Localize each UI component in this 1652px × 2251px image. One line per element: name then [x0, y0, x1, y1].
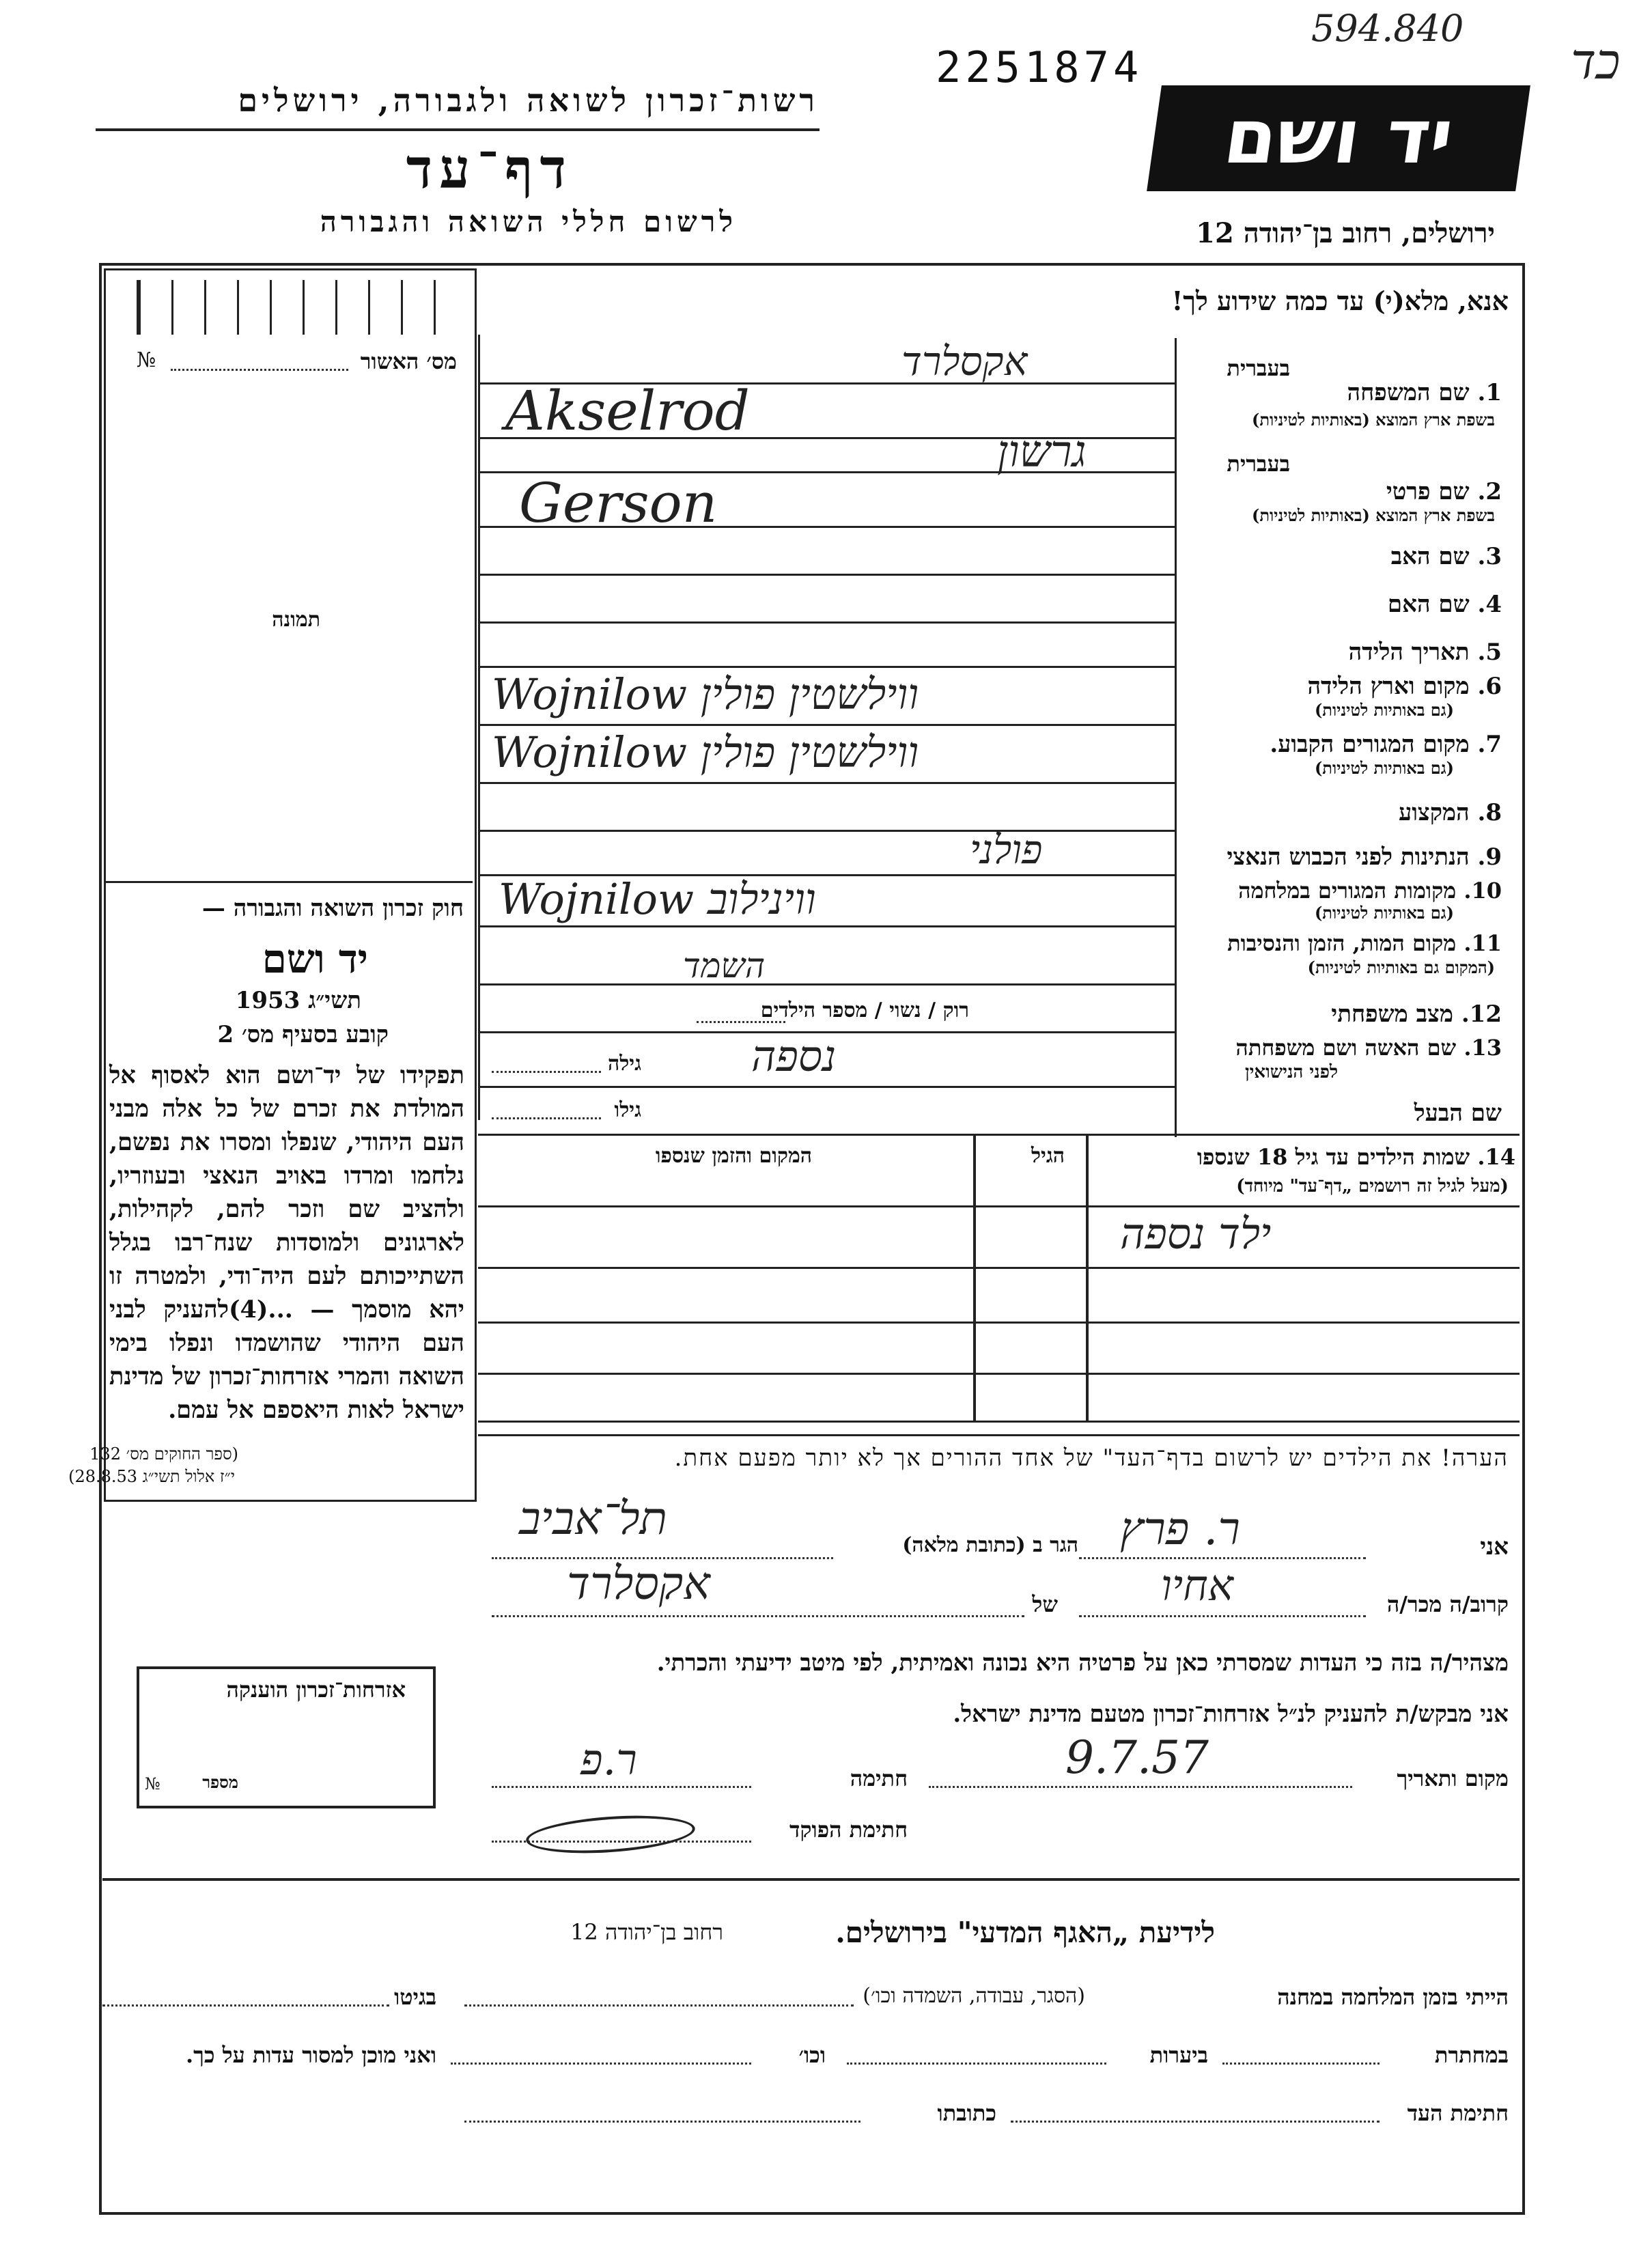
- children-sub: (מעל לגיל זה רושמים „דף־עד" מיוחד): [1236, 1176, 1509, 1197]
- note-separator: [478, 1434, 1520, 1436]
- children-row-4: [478, 1373, 1520, 1375]
- authority-title: רשות־זכרון לשואה ולגבורה, ירושלים: [238, 82, 819, 119]
- footer-forests-field[interactable]: [847, 2063, 1106, 2065]
- field-1-label: 1. שם המשפחה: [1347, 379, 1502, 406]
- field-13-label: 13. שם האשה ושם משפחתה: [1235, 1035, 1502, 1061]
- field-2-tag: בעברית: [1227, 451, 1290, 477]
- field-10-sub: (גם באותיות לטיניות): [1314, 903, 1454, 923]
- relative-label: קרוב/ה מכר/ה: [1386, 1591, 1509, 1617]
- footer-ghetto-field[interactable]: [102, 2004, 389, 2007]
- children-col-age: הגיל: [1031, 1144, 1065, 1168]
- corner-mark: כד: [1571, 33, 1621, 90]
- field-7-label: 7. מקום המגורים הקבוע.: [1270, 731, 1502, 758]
- field-1-tag: בעברית: [1227, 355, 1290, 381]
- footer-underground-field[interactable]: [1222, 2063, 1380, 2065]
- declarant-i-label: אני: [1480, 1533, 1509, 1561]
- wife-age-label: גילה: [607, 1052, 641, 1076]
- row-6: [478, 724, 1175, 726]
- marital-field[interactable]: [697, 1021, 785, 1023]
- authority-underline: [96, 128, 820, 131]
- field-9-label: 9. הנתינות לפני הכבוש הנאצי: [1227, 843, 1502, 871]
- footer-witness-address-label: כתובתו: [937, 2100, 996, 2126]
- signature-field[interactable]: [492, 1786, 751, 1788]
- label-column-divider: [1175, 338, 1177, 1137]
- declarant-resident-label: הגר ב (כתובת מלאה): [902, 1533, 1078, 1557]
- relation-field[interactable]: [1079, 1615, 1366, 1617]
- intro-text: אנא, מלא(י) עד כמה שידוע לך!: [1171, 285, 1509, 316]
- footer-camp-field[interactable]: [464, 2004, 854, 2007]
- of-field[interactable]: [492, 1615, 1024, 1617]
- children-col-place: המקום והזמן שנספו: [655, 1144, 812, 1168]
- row-7: [478, 782, 1175, 784]
- field-6-label: 6. מקום וארץ הלידה: [1307, 673, 1502, 700]
- footer-witness-address-field[interactable]: [464, 2121, 860, 2123]
- field-1-sub: בשפת ארץ המוצא (באותיות לטיניות): [1252, 410, 1495, 430]
- footer-witness-signature-field[interactable]: [1011, 2121, 1380, 2123]
- field-11-sub: (המקום גם באותיות לטיניות): [1307, 957, 1495, 977]
- children-row-5: [478, 1421, 1520, 1423]
- footer-address: רחוב בן־יהודה 12: [570, 1919, 723, 1945]
- form-title: דף־עד: [406, 137, 573, 201]
- field-5-label: 5. תאריך הלידה: [1348, 639, 1502, 666]
- surname-hebrew-value[interactable]: אקסלרד: [901, 338, 1028, 385]
- row-5: [478, 666, 1175, 668]
- children-col-divider-2: [973, 1134, 976, 1421]
- surname-latin-value[interactable]: Akselrod: [505, 379, 750, 443]
- corner-number: 594.840: [1311, 7, 1464, 50]
- approval-stamp-boxes: [137, 280, 460, 335]
- request-text: אני מבקש/ת להעניק לנ״ל אזרחות־זכרון מטעם מדינת ישראל.: [953, 1701, 1509, 1728]
- place-date-field[interactable]: [929, 1786, 1352, 1788]
- field-4-label: 4. שם האם: [1387, 591, 1502, 618]
- officer-signature-label: חתימת הפוקד: [789, 1817, 908, 1843]
- children-label: 14. שמות הילדים עד גיל 18 שנספו: [1196, 1144, 1515, 1170]
- field-13-sub: לפני הנישואין: [1244, 1062, 1338, 1082]
- citizenship-title: אזרחות־זכרון הוענקה: [226, 1677, 406, 1703]
- residence-value[interactable]: ווילשטין פולין Wojnilow: [492, 727, 919, 777]
- death-place-value[interactable]: השמד: [683, 946, 766, 985]
- footer-camp-types: (הסגר, עבודה, השמדה וכו׳): [863, 1984, 1085, 2008]
- footer-camp-label: הייתי בזמן המלחמה במחנה: [1277, 1984, 1509, 2010]
- children-row-2: [478, 1267, 1520, 1269]
- footer-heading: לידיעת „האגף המדעי" בירושלים.: [835, 1916, 1215, 1949]
- serial-number: 2251874: [936, 42, 1143, 92]
- footer-testimony-text: ואני מוכן למסור עדות על כך.: [185, 2042, 436, 2068]
- wife-age-field[interactable]: [492, 1071, 601, 1073]
- law-year: תשי״ג 1953: [235, 987, 361, 1014]
- approval-no-sign: №: [137, 348, 156, 372]
- field-3-label: 3. שם האב: [1390, 543, 1502, 570]
- signature-label: חתימה: [850, 1765, 908, 1791]
- footer-etc-label: וכו׳: [798, 2042, 826, 2068]
- of-label: של: [1032, 1591, 1058, 1617]
- approval-number-label: מס׳ האשור: [360, 348, 457, 374]
- of-value[interactable]: אקסלרד: [567, 1557, 710, 1610]
- husband-age-label: גילו: [614, 1098, 641, 1122]
- footer-separator: [102, 1878, 1520, 1881]
- children-row-3: [478, 1322, 1520, 1324]
- law-reference-1: (ספר החוקים מס׳ 132: [89, 1444, 238, 1464]
- field-2-label: 2. שם פרטי: [1386, 478, 1502, 505]
- footer-forests-label: ביערות: [1149, 2042, 1208, 2068]
- nationality-value[interactable]: פולני: [970, 826, 1043, 873]
- footer-underground-label: במחתרת: [1434, 2042, 1509, 2068]
- field-6-sub: (גם באותיות לטיניות): [1314, 700, 1454, 720]
- children-row-1: [478, 1205, 1520, 1207]
- field-8-label: 8. המקצוע: [1398, 799, 1502, 826]
- citizenship-no-sign: №: [145, 1774, 160, 1793]
- field-7-sub: (גם באותיות לטיניות): [1314, 758, 1454, 778]
- law-clause: קובע בסעיף מס׳ 2: [217, 1021, 389, 1048]
- footer-ghetto-label: בגיטו: [394, 1984, 436, 2010]
- child-name-value[interactable]: ילד נספה: [1120, 1209, 1272, 1259]
- approval-number-field[interactable]: [171, 369, 348, 371]
- yad-vashem-logo: [1147, 85, 1530, 191]
- field-husband-label: שם הבעל: [1414, 1100, 1502, 1127]
- form-subtitle: לרשום חללי השואה והגבורה: [320, 205, 737, 238]
- firstname-latin-value[interactable]: Gerson: [519, 471, 718, 535]
- row-8: [478, 830, 1175, 832]
- row-4: [478, 621, 1175, 624]
- row-10: [478, 925, 1175, 927]
- law-name: יד ושם: [262, 936, 368, 982]
- row-13: [478, 1086, 1175, 1088]
- declaration-text: מצהיר/ה בזה כי העדות שמסרתי כאן על פרטיה היא נכונה ואמיתית, לפי מיטב ידיעתי והכרתי.: [656, 1649, 1509, 1677]
- field-12-label: 12. מצב משפחתי: [1331, 1001, 1502, 1028]
- birthplace-value[interactable]: ווילשטין פולין Wojnilow: [492, 669, 919, 719]
- citizenship-number-label: מספר: [202, 1772, 238, 1792]
- logo-text: יד ושם: [1218, 93, 1459, 180]
- row-11: [478, 983, 1175, 985]
- declarant-name-field[interactable]: [1079, 1557, 1366, 1559]
- relation-value[interactable]: אחיו: [1161, 1561, 1234, 1610]
- footer-witness-signature-label: חתימת העד: [1407, 2100, 1509, 2126]
- firstname-hebrew-value[interactable]: גרשון: [997, 427, 1087, 477]
- wartime-residence-value[interactable]: ווינילוב Wojnilow: [499, 874, 816, 924]
- place-date-label: מקום ותאריך: [1397, 1765, 1509, 1791]
- children-col-divider-1: [1086, 1134, 1089, 1421]
- date-value[interactable]: 9.7.57: [1065, 1731, 1209, 1784]
- row-3: [478, 574, 1175, 576]
- header-address: ירושלים, רחוב בן־יהודה 12: [1196, 217, 1495, 249]
- signature-value[interactable]: ר.פ: [580, 1735, 637, 1785]
- footer-etc-field[interactable]: [451, 2063, 751, 2065]
- note-text: הערה! את הילדים יש לרשום בדף־העד" של אחד ההורים אך לא יותר מפעם אחת.: [674, 1444, 1509, 1472]
- field-2-sub: בשפת ארץ המוצא (באותיות לטיניות): [1252, 505, 1495, 525]
- marital-options: רוק / נשוי / מספר הילדים: [760, 998, 969, 1022]
- law-title: חוק זכרון השואה והגבורה —: [201, 895, 464, 922]
- photo-area-bottom: [106, 881, 473, 883]
- declarant-address-value[interactable]: תל־אביב: [519, 1492, 667, 1545]
- declarant-name-value[interactable]: ר. פרץ: [1120, 1502, 1240, 1555]
- row-14: [478, 1134, 1520, 1136]
- wife-name-value[interactable]: נספה: [751, 1031, 837, 1081]
- field-11-label: 11. מקום המות, הזמן והנסיבות: [1227, 930, 1502, 956]
- husband-age-field[interactable]: [492, 1117, 601, 1119]
- law-reference-2: י״ז אלול תשי״ג 28.8.53): [68, 1467, 235, 1486]
- law-text: תפקידו של יד־ושם הוא לאסוף אל המולדת את זכרם של כל אלה מבני העם היהודי, שנפלו ומסרו את נפשם, נלחמו ומרדו באויב הנאצי ובעוזריו, ולהציב שם וזכר להם, לקהילות, לארגונים ולמוסדות שנח־רבו בגלל השתייכותם לעם היה־ודי, ולמטרה זו יהא מוסמך — ...(4)להעניק לבני העם היהודי שהושמדו ונפלו בימי השואה והמרי אזרחות־זכרון של מדינת ישראל לאות היאספם אל עמם.: [109, 1061, 464, 1424]
- field-10-label: 10. מקומות המגורים במלחמה: [1238, 878, 1502, 904]
- photo-label: תמונה: [272, 608, 320, 632]
- value-column-left: [478, 335, 480, 1120]
